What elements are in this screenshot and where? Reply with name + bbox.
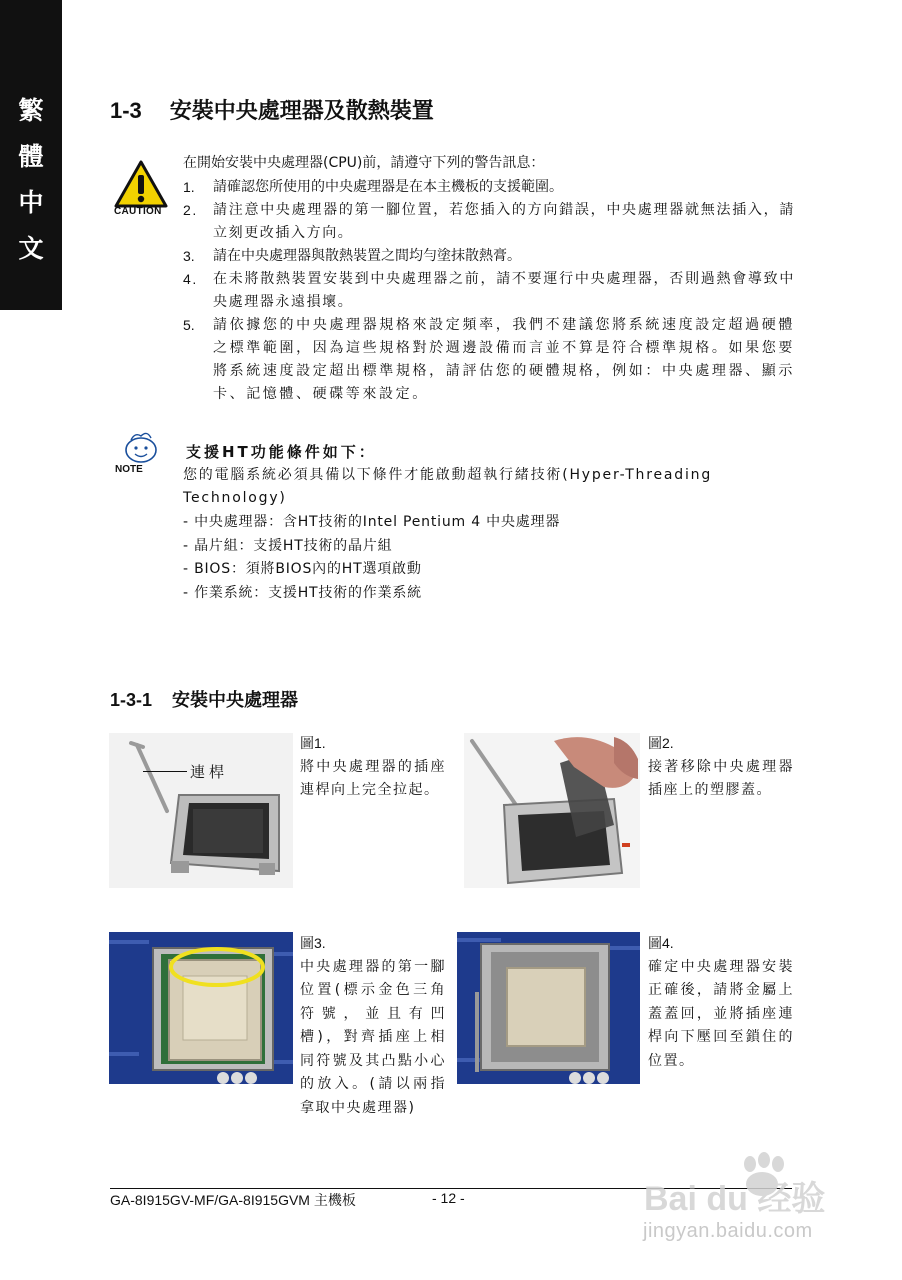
section-heading — [110, 94, 434, 125]
figure-2-caption — [648, 732, 794, 803]
figure-text: 將中央處理器的插座連桿向上完全拉起。 — [300, 758, 446, 798]
side-tab-char: 文 — [18, 234, 44, 263]
figure-2-photo — [464, 733, 640, 888]
figure-3-caption — [300, 932, 446, 1120]
watermark-url: jingyan.baidu.com — [643, 1220, 813, 1242]
note-body: 您的電腦系統必須具備以下條件才能啟動超執行緒技術(Hyper-Threading Technology) — [183, 467, 713, 506]
caution-label: CAUTION — [114, 206, 162, 217]
callout-line — [143, 771, 187, 772]
list-item: 4. 在未將散熱裝置安裝到中央處理器之前，請不要運行中央處理器，否則過熱會導致中央處理器永遠損壞。 — [183, 271, 795, 310]
section-title: 安裝中央處理器及散熱裝置 — [169, 98, 434, 124]
figure-title: 圖4. — [648, 935, 674, 951]
figure-text: 接著移除中央處理器插座上的塑膠蓋。 — [648, 758, 794, 798]
watermark-logo-text: Bai du 经验 — [644, 1180, 826, 1218]
subsection-title: 安裝中央處理器 — [172, 690, 299, 711]
note-title: 支援HT功能條件如下： — [186, 443, 377, 461]
list-item: 5. 請依據您的中央處理器規格來設定頻率，我們不建議您將系統速度設定超過硬體之標準範圍，因為這些規格對於週邊設備而言並不算是符合標準規格。如果您要將系統速度設定超出標準規格，請評估您的硬體規格，例如：中央處理器、顯示卡、記憶體、硬碟等來設定。 — [183, 317, 795, 402]
figure-title: 圖2. — [648, 735, 674, 751]
list-item: - 作業系統：支援HT技術的作業系統 — [183, 584, 422, 601]
figure-1-caption — [300, 732, 446, 803]
list-item: - 晶片組：支援HT技術的晶片組 — [183, 537, 393, 554]
caution-intro: 在開始安裝中央處理器(CPU)前，請遵守下列的警告訊息： — [183, 155, 545, 171]
footer-model: GA-8I915GV-MF/GA-8I915GVM 主機板 — [110, 1192, 356, 1208]
side-tab-char: 繁 — [18, 96, 44, 125]
figure-4-caption — [648, 932, 794, 1073]
figure-text: 確定中央處理器安裝正確後，請將金屬上蓋蓋回，並將插座連桿向下壓回至鎖住的位置。 — [648, 958, 794, 1069]
list-item: 1. 請確認您所使用的中央處理器是在本主機板的支援範圍。 — [183, 179, 563, 195]
note-label: NOTE — [115, 464, 143, 475]
language-side-tab — [0, 0, 62, 310]
list-item: 2. 請注意中央處理器的第一腳位置，若您插入的方向錯誤，中央處理器就無法插入，請立刻更改插入方向。 — [183, 202, 795, 241]
page-number: - 12 - — [432, 1190, 465, 1206]
figure-4-photo — [457, 932, 640, 1084]
figure-title: 圖3. — [300, 935, 326, 951]
note-list — [183, 511, 560, 605]
list-item: - BIOS：須將BIOS內的HT選項啟動 — [183, 561, 422, 577]
subsection-heading — [110, 686, 298, 712]
side-tab-char: 中 — [18, 188, 44, 217]
subsection-number: 1-3-1 — [110, 690, 153, 710]
caution-list — [183, 176, 795, 406]
list-item: 3. 請在中央處理器與散熱裝置之間均勻塗抹散熱膏。 — [183, 248, 521, 264]
figure-title: 圖1. — [300, 735, 326, 751]
section-number: 1-3 — [110, 98, 142, 123]
figure-1-photo — [109, 733, 293, 888]
figure-3-photo — [109, 932, 293, 1084]
figure-text: 中央處理器的第一腳位置(標示金色三角符號，並且有凹槽)，對齊插座上相同符號及其凸點小心的放入。(請以兩指拿取中央處理器) — [300, 958, 446, 1116]
side-tab-char: 體 — [18, 142, 44, 171]
list-item: - 中央處理器：含HT技術的Intel Pentium 4 中央處理器 — [183, 514, 561, 530]
lever-callout: 連桿 — [190, 763, 229, 781]
